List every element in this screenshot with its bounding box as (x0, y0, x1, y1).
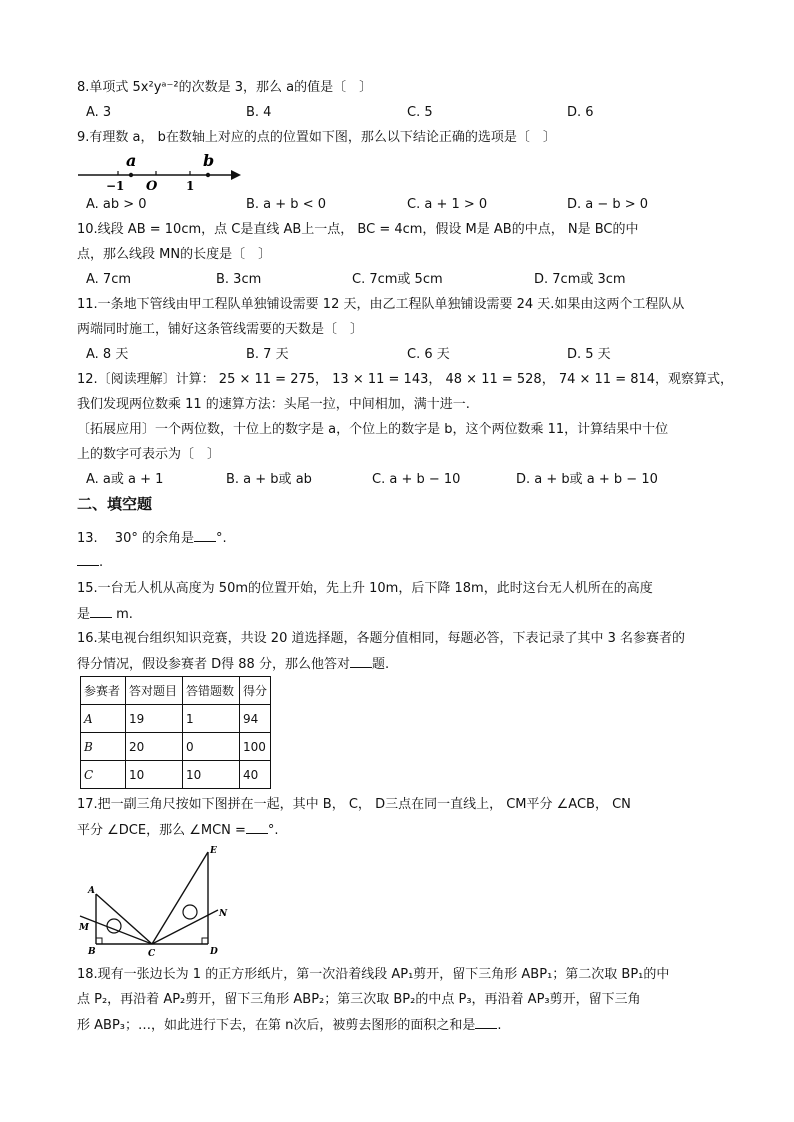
q8-option-d[interactable]: D. 6 (567, 105, 594, 120)
q10-option-d[interactable]: D. 7cm或 3cm (534, 272, 626, 287)
q10-option-a[interactable]: A. 7cm (86, 272, 132, 287)
label-A: A (88, 886, 95, 896)
q11-option-b[interactable]: B. 7 天 (246, 347, 289, 362)
table-header-cell: 得分 (240, 677, 271, 705)
q18-line3: 形 ABP₃；…，如此进行下去，在第 n次后，被剪去图形的面积之和是 (77, 1018, 476, 1033)
q18-line3-wrap (77, 1016, 502, 1035)
q12-stem-line4: 上的数字可表示为〔 〕 (77, 447, 221, 462)
q9-number-line (76, 150, 246, 192)
q15-suffix: m. (112, 607, 133, 622)
section-fill-in-title: 二、填空题 (77, 495, 153, 513)
q12-option-b[interactable]: B. a + b或 ab (226, 472, 312, 487)
q12-option-a[interactable]: A. a或 a + 1 (86, 472, 164, 487)
label-B: B (88, 947, 96, 957)
point-b (206, 173, 210, 177)
q9-options (86, 196, 726, 214)
table-header-cell: 答错题数 (183, 677, 240, 705)
q12-stem-line3: 〔拓展应用〕一个两位数，十位上的数字是 a，个位上的数字是 b，这个两位数乘 11，计算结果中十位 (77, 422, 669, 437)
q8-stem: 8.单项式 5x²yᵃ⁻²的次数是 3，那么 a的值是〔 〕 (77, 80, 373, 95)
table-row (81, 733, 271, 761)
q9-option-b[interactable]: B. a + b < 0 (246, 197, 326, 212)
q15-line2 (77, 605, 133, 624)
q17-suffix: °. (267, 823, 279, 838)
q16-stem-line1: 16.某电视台组织知识竞赛，共设 20 道选择题，各题分值相同，每题必答，下表记录了其中 3 名参赛者的 (77, 631, 686, 646)
table-cell: 40 (240, 761, 271, 789)
q17-answer-blank[interactable] (246, 821, 268, 834)
table-cell: 10 (126, 761, 183, 789)
table-cell: 1 (183, 705, 240, 733)
q17-stem-line2: 平分 ∠DCE，那么 ∠MCN = (77, 823, 246, 838)
q13-suffix: °. (215, 531, 227, 546)
q12-stem-line2: 我们发现两位数乘 11 的速算方法：头尾一拉，中间相加，满十进一. (77, 397, 470, 412)
q14-answer-blank[interactable] (77, 553, 99, 566)
table-header-row (81, 677, 271, 705)
tick-0-label: O (146, 179, 158, 192)
q13-text: 13. 30° 的余角是 (77, 531, 194, 546)
q10-options (86, 271, 726, 289)
q11-option-d[interactable]: D. 5 天 (567, 347, 611, 362)
q12-option-c[interactable]: C. a + b − 10 (372, 472, 461, 487)
q18-line1: 18.现有一张边长为 1 的正方形纸片，第一次沿着线段 AP₁剪开，留下三角形 ABP₁；第二次取 BP₁的中 (77, 967, 670, 982)
label-b: b (203, 151, 215, 170)
q12-options (86, 471, 726, 489)
q16-stem-line2: 得分情况，假设参赛者 D得 88 分，那么他答对 (77, 657, 350, 672)
q10-stem-line2: 点，那么线段 MN的长度是〔 〕 (77, 247, 272, 262)
tick-neg1-label: −1 (106, 179, 125, 192)
q18-suffix: . (497, 1018, 502, 1033)
table-cell: 0 (183, 733, 240, 761)
q10-option-c[interactable]: C. 7cm或 5cm (352, 272, 443, 287)
q15-stem-line1: 15.一台无人机从高度为 50m的位置开始，先上升 10m，后下降 18m，此时这台无人机所在的高度 (77, 581, 653, 596)
q11-option-c[interactable]: C. 6 天 (407, 347, 450, 362)
label-N: N (219, 909, 228, 919)
q10-stem-line1: 10.线段 AB = 10cm，点 C是直线 AB上一点， BC = 4cm，假设 M是 AB的中点， N是 BC的中 (77, 222, 639, 237)
label-M: M (79, 923, 89, 933)
table-cell: 19 (126, 705, 183, 733)
q16-score-table (80, 676, 271, 789)
table-cell: C (81, 761, 126, 789)
q18-answer-blank[interactable] (475, 1016, 497, 1029)
q12-stem-line1: 12.〔阅读理解〕计算： 25 × 11 = 275， 13 × 11 = 143， 48 × 11 = 528， 74 × 11 = 814，观察算式， (77, 372, 734, 387)
label-C: C (148, 949, 156, 959)
table-cell: 94 (240, 705, 271, 733)
q16-suffix: 题. (371, 657, 390, 672)
q13 (77, 529, 227, 548)
table-cell: A (81, 705, 126, 733)
q11-stem-line2: 两端同时施工，铺好这条管线需要的天数是〔 〕 (77, 322, 364, 337)
q9-option-c[interactable]: C. a + 1 > 0 (407, 197, 488, 212)
q11-option-a[interactable]: A. 8 天 (86, 347, 129, 362)
q10-option-b[interactable]: B. 3cm (216, 272, 262, 287)
table-cell: 10 (183, 761, 240, 789)
q11-options (86, 346, 726, 364)
table-row (81, 761, 271, 789)
table-header-cell: 答对题目 (126, 677, 183, 705)
label-a: a (126, 151, 137, 170)
tick-1-label: 1 (186, 179, 195, 192)
table-row (81, 705, 271, 733)
point-a (129, 173, 133, 177)
q12-option-d[interactable]: D. a + b或 a + b − 10 (516, 472, 658, 487)
q14 (77, 553, 103, 572)
q17-triangle-figure (76, 838, 246, 960)
table-header-cell: 参赛者 (81, 677, 126, 705)
q13-answer-blank[interactable] (194, 529, 216, 542)
q9-option-a[interactable]: A. ab > 0 (86, 197, 147, 212)
q9-option-d[interactable]: D. a − b > 0 (567, 197, 649, 212)
label-E: E (210, 846, 217, 856)
table-cell: 20 (126, 733, 183, 761)
q15-prefix: 是 (77, 607, 91, 622)
q17-stem-line1: 17.把一副三角尺按如下图拼在一起，其中 B， C， D三点在同一直线上， CM平分 ∠ACB， CN (77, 797, 631, 812)
q11-stem-line1: 11.一条地下管线由甲工程队单独铺设需要 12 天，由乙工程队单独铺设需要 24 天.如果由这两个工程队从 (77, 297, 685, 312)
q8-option-a[interactable]: A. 3 (86, 105, 112, 120)
q14-text: . (99, 555, 104, 570)
q16-answer-blank[interactable] (350, 655, 372, 668)
q15-answer-blank[interactable] (90, 605, 112, 618)
q8-option-b[interactable]: B. 4 (246, 105, 272, 120)
table-cell: 100 (240, 733, 271, 761)
q18-line2: 点 P₂，再沿着 AP₂剪开，留下三角形 ABP₂；第三次取 BP₂的中点 P₃，再沿着 AP₃剪开，留下三角 (77, 992, 641, 1007)
q16-line2 (77, 655, 389, 674)
table-cell: B (81, 733, 126, 761)
q9-stem: 9.有理数 a， b在数轴上对应的点的位置如下图，那么以下结论正确的选项是〔 〕 (77, 130, 556, 145)
q8-option-c[interactable]: C. 5 (407, 105, 433, 120)
q8-options (86, 104, 726, 122)
label-D: D (210, 947, 218, 957)
